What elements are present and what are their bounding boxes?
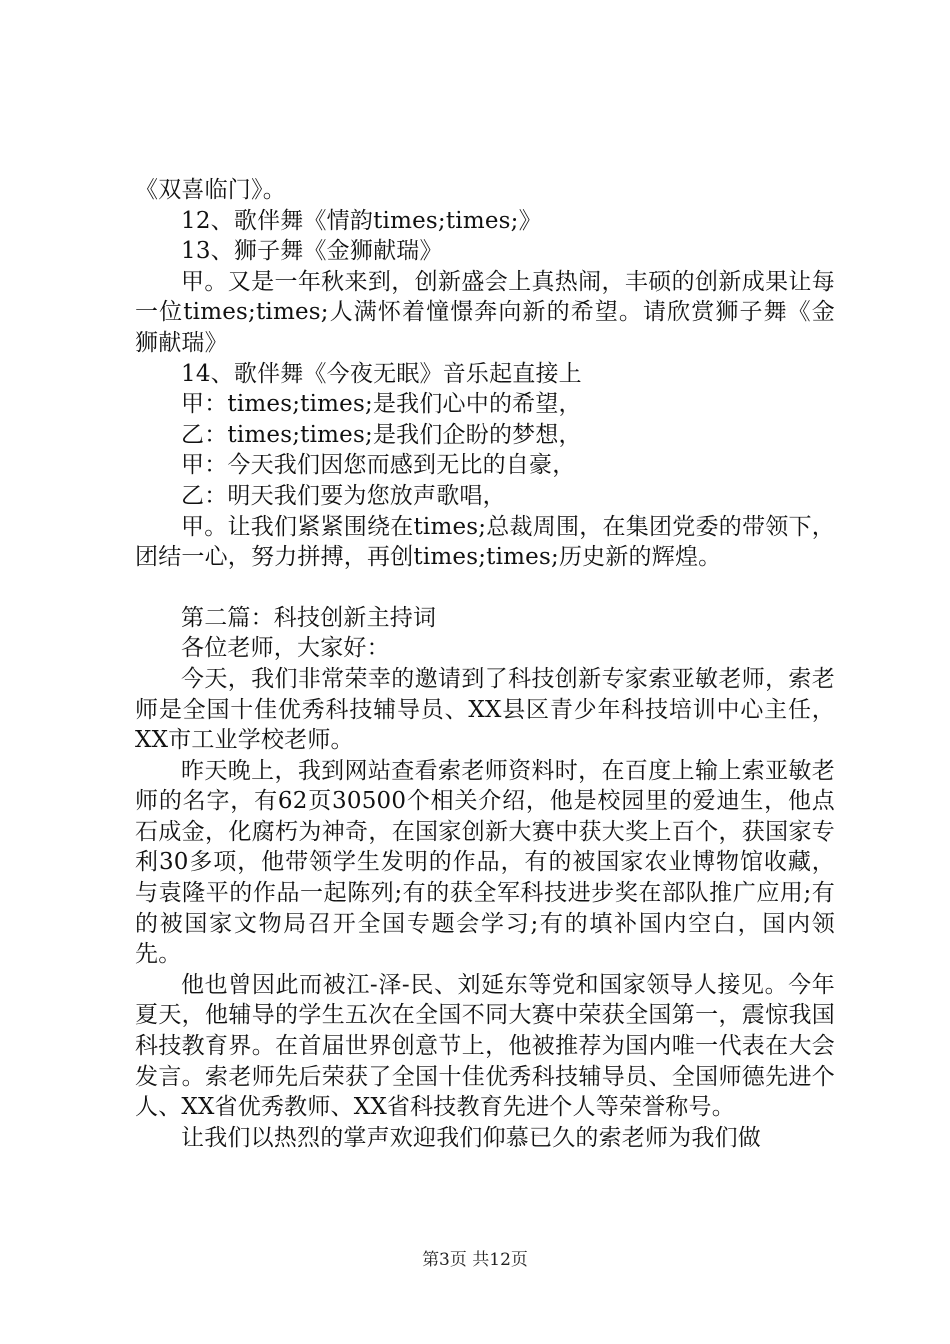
program-item: 13、狮子舞《金狮献瑞》 <box>181 238 443 265</box>
section-heading: 第二篇：科技创新主持词 <box>181 604 437 631</box>
greeting: 各位老师，大家好： <box>181 635 390 662</box>
paragraph: 甲。又是一年秋来到，创新盛会上真热闹，丰硕的创新成果让每一位times;times;人满怀着憧憬奔向新的希望。请欣赏狮子舞《金狮献瑞》 <box>135 268 835 356</box>
document-body <box>135 175 835 1153</box>
program-item: 12、歌伴舞《情韵times;times;》 <box>181 207 542 234</box>
paragraph: 让我们以热烈的掌声欢迎我们仰慕已久的索老师为我们做 <box>181 1124 761 1151</box>
dialogue-line: 甲：times;times;是我们心中的希望， <box>181 391 582 418</box>
paragraph: 他也曾因此而被江-泽-民、刘延东等党和国家领导人接见。今年夏天，他辅导的学生五次在全国不同大赛中荣获全国第一，震惊我国科技教育界。在首届世界创意节上，他被推荐为国内唯一代表在大会发言。索老师先后荣获了全国十佳优秀科技辅导员、全国师德先进个人、XX省优秀教师、XX省科技教育先进个人等荣誉称号。 <box>135 971 835 1121</box>
dialogue-line: 乙：times;times;是我们企盼的梦想， <box>181 421 582 448</box>
paragraph-gap <box>135 573 835 603</box>
paragraph: 《双喜临门》。 <box>135 177 286 203</box>
paragraph: 甲。让我们紧紧围绕在times;总裁周围，在集团党委的带领下，团结一心，努力拼搏，再创times;times;历史新的辉煌。 <box>135 513 835 571</box>
paragraph: 昨天晚上，我到网站查看索老师资料时，在百度上输上索亚敏老师的名字，有62页30500个相关介绍，他是校园里的爱迪生，他点石成金，化腐朽为神奇，在国家创新大赛中获大奖上百个，获国家专利30多项，他带领学生发明的作品，有的被国家农业博物馆收藏，与袁隆平的作品一起陈列;有的获全军科技进步奖在部队推广应用;有的被国家文物局召开全国专题会学习;有的填补国内空白，国内领先。 <box>135 757 835 968</box>
paragraph: 今天，我们非常荣幸的邀请到了科技创新专家索亚敏老师，索老师是全国十佳优秀科技辅导员、XX县区青少年科技培训中心主任，XX市工业学校老师。 <box>135 665 835 754</box>
dialogue-line: 乙：明天我们要为您放声歌唱， <box>181 482 506 509</box>
program-item: 14、歌伴舞《今夜无眠》音乐起直接上 <box>181 360 582 387</box>
dialogue-line: 甲：今天我们因您而感到无比的自豪， <box>181 452 576 479</box>
page-footer: 第3页 共12页 <box>422 1250 528 1270</box>
